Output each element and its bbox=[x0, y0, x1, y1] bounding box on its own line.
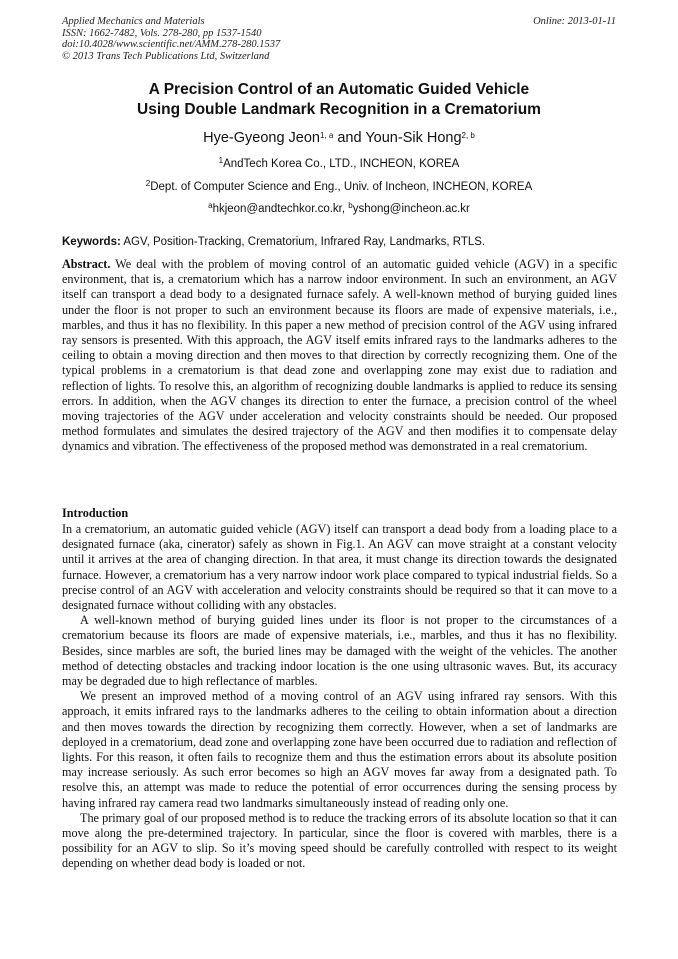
introduction-heading: Introduction bbox=[62, 506, 129, 520]
intro-paragraph: In a crematorium, an automatic guided vehicle (AGV) itself can transport a dead body from a loading place to a designated furnace (aka, cinerator) safely as shown in Fig.1. An AGV can move straight at a constant velocity until it arrives at the area of changing direction. In that area, it must change its direction towards the designated furnace. However, a crematorium has a very narrow indoor work place compared to typical industrial fields. So a precise control of an AGV with acceleration and velocity constraints should be required so that it can move to a designated furnace without colliding with any obstacles. bbox=[62, 522, 617, 613]
intro-paragraph: The primary goal of our proposed method is to reduce the tracking errors of its absolute location so that it can move along the pre-determined trajectory. In particular, since the floor is covered with marbles, there is a possibility for an AGV to slip. So it’s moving speed should be carefully controlled with respect to its weight depending on whether dead body is loaded or not. bbox=[62, 810, 617, 871]
affiliation-2-text: Dept. of Computer Science and Eng., Univ. of Incheon, INCHEON, KOREA bbox=[150, 181, 533, 193]
online-date: Online: 2013-01-11 bbox=[533, 16, 616, 27]
keywords bbox=[62, 236, 622, 248]
author-1-marks: 1, a bbox=[319, 131, 334, 140]
introduction-body bbox=[62, 522, 617, 872]
affiliation-1 bbox=[0, 158, 678, 170]
affiliation-1-text: AndTech Korea Co., LTD., INCHEON, KOREA bbox=[223, 158, 460, 170]
abstract-label: Abstract. bbox=[62, 257, 111, 271]
paper-title bbox=[0, 80, 678, 120]
doi-line[interactable]: doi:10.4028/www.scientific.net/AMM.278-280.1537 bbox=[62, 39, 281, 50]
title-line-1: A Precision Control of an Automatic Guided Vehicle bbox=[148, 81, 530, 98]
author-1: Hye-Gyeong Jeon bbox=[203, 130, 320, 146]
email-a[interactable]: hkjeon@andtechkor.co.kr, bbox=[212, 203, 349, 215]
intro-paragraph: A well-known method of burying guided lines under its floor is not proper to the circumstances of a crematorium because its floors are made of expensive materials, i.e., marbles, and thus it has no flexibility. Besides, since marbles are soft, the buried lines may be damaged with the weight of the vehicles. The another method of detecting obstacles and tracking indoor location is the one using ultrasonic waves. But, its accuracy may be degraded due to high reflectance of marbles. bbox=[62, 613, 617, 689]
journal-name: Applied Mechanics and Materials bbox=[62, 16, 205, 27]
email-a-mark: a bbox=[208, 201, 213, 210]
author-2: Youn-Sik Hong bbox=[365, 130, 462, 146]
author-list bbox=[0, 130, 678, 146]
keywords-label: Keywords: bbox=[62, 236, 121, 248]
title-line-2: Using Double Landmark Recognition in a Crematorium bbox=[137, 101, 541, 118]
abstract-text: We deal with the problem of moving control of an automatic guided vehicle (AGV) in a specific environment, that is, a crematorium which has a narrow indoor environment. In such an environment, an AGV itself can transport a dead body to a designated furnace safely. A well-known method of burying guided lines under the floor is not proper to such an environment because its floors are made of expensive materials, i.e., marbles, and thus it has no flexibility. In this paper a new method of precision control of the AGV using infrared ray sensors is presented. With this approach, the AGV itself emits infrared rays to the landmarks adheres to the ceiling to obtain a moving direction and then moves to that direction by correctly recognizing them. One of the typical problems in a crematorium is that dead zone and overlapping zone may exist due to radiation and reflection of lights. To resolve this, an algorithm of recognizing double landmarks is applied to reduce its sensing errors. In addition, when the AGV changes its direction to enter the furnace, a precision control of the wheel moving trajectories of the AGV under acceleration and velocity constraints should be needed. Our proposed method formulates and simulates the desired trajectory of the AGV and then modifies it to compensate delay dynamics and vibration. The effectiveness of the proposed method was demonstrated in a real crematorium. bbox=[62, 257, 617, 454]
affiliation-1-mark: 1 bbox=[218, 156, 224, 165]
email-line bbox=[0, 203, 678, 215]
affiliation-2 bbox=[0, 181, 678, 193]
issn-line: ISSN: 1662-7482, Vols. 278-280, pp 1537-1540 bbox=[62, 27, 262, 39]
keywords-text: AGV, Position-Tracking, Crematorium, Infrared Ray, Landmarks, RTLS. bbox=[120, 236, 486, 248]
copyright-line: © 2013 Trans Tech Publications Ltd, Switzerland bbox=[62, 50, 270, 62]
email-b-mark: b bbox=[348, 201, 353, 210]
affiliation-2-mark: 2 bbox=[145, 179, 151, 188]
email-b[interactable]: yshong@incheon.ac.kr bbox=[352, 203, 470, 215]
intro-paragraph: We present an improved method of a moving control of an AGV using infrared ray sensors. With this approach, it emits infrared rays to the landmarks adheres to the ceiling to obtain information about a direction and then moves towards the direction by recognizing them correctly. However, when a set of landmarks are deployed in a crematorium, dead zone and overlapping zone have been occurred due to radiation and reflection of lights. For this reason, it often fails to recognize them and thus the estimation errors about its absolute position may increase seriously. As such error becomes so high an AGV moves far away from a designated path. To resolve this, an attempt was made to reduce the potential of error occurrences during the sensing process by having infrared ray camera read two landmarks simultaneously instead of reading only one. bbox=[62, 689, 617, 810]
author-connector: and bbox=[333, 130, 366, 146]
author-2-marks: 2, b bbox=[461, 131, 475, 140]
abstract bbox=[62, 257, 617, 455]
